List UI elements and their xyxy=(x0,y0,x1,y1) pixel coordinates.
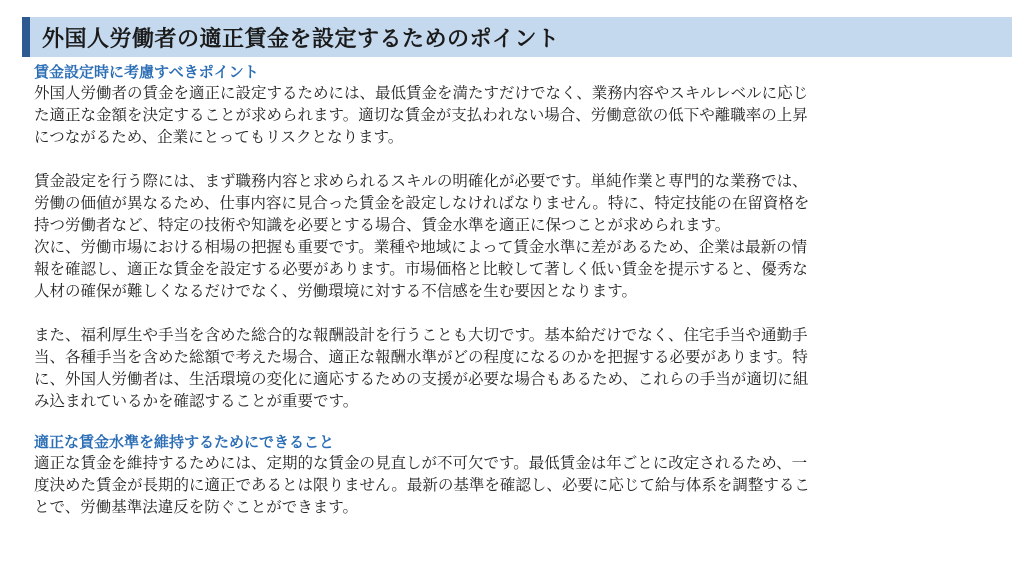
paragraph xyxy=(34,170,996,302)
title-bar xyxy=(22,17,1012,57)
text-line: とで、労働基準法違反を防ぐことができます。 xyxy=(34,498,358,516)
text-line: 賃金設定を行う際には、まず職務内容と求められるスキルの明確化が必要です。単純作業と専門的な業務では、 xyxy=(34,172,808,190)
text-line: 適正な賃金を維持するためには、定期的な賃金の見直しが不可欠です。最低賃金は年ごとに改定されるため、一 xyxy=(34,454,808,472)
text-line: また、福利厚生や手当を含めた総合的な報酬設計を行うことも大切です。基本給だけでなく、住宅手当や通勤手 xyxy=(34,326,808,344)
paragraph xyxy=(34,82,996,148)
text-line: た適正な金額を決定することが求められます。適切な賃金が支払われない場合、労働意欲の低下や離職率の上昇 xyxy=(34,106,808,124)
section-heading: 適正な賃金水準を維持するためにできること xyxy=(34,433,335,451)
page-title: 外国人労働者の適正賃金を設定するためのポイント xyxy=(42,26,560,52)
text-line: み込まれているかを確認することが重要です。 xyxy=(34,392,359,410)
section-heading: 賃金設定時に考慮すべきポイント xyxy=(34,63,259,81)
text-line: 持つ労働者など、特定の技術や知識を必要とする場合、賃金水準を適正に保つことが求められます。 xyxy=(34,216,731,234)
text-line: 次に、労働市場における相場の把握も重要です。業種や地域によって賃金水準に差があるため、企業は最新の情 xyxy=(34,238,808,256)
text-line: 報を確認し、適正な賃金を設定する必要があります。市場価格と比較して著しく低い賃金を提示すると、優秀な xyxy=(34,260,808,278)
text-line: に、外国人労働者は、生活環境の変化に適応するための支援が必要な場合もあるため、これらの手当が適切に組 xyxy=(34,370,809,388)
title-accent-bar xyxy=(22,17,30,57)
text-line: 当、各種手当を含めた総額で考えた場合、適正な報酬水準がどの程度になるのかを把握する必要があります。特 xyxy=(34,348,808,366)
text-line: につながるため、企業にとってもリスクとなります。 xyxy=(34,128,404,146)
paragraph xyxy=(34,324,996,412)
text-line: 外国人労働者の賃金を適正に設定するためには、最低賃金を満たすだけでなく、業務内容やスキルレベルに応じ xyxy=(34,84,809,102)
text-line: 労働の価値が異なるため、仕事内容に見合った賃金を設定しなければなりません。特に、特定技能の在留資格を xyxy=(34,194,810,212)
content-body xyxy=(34,62,996,518)
paragraph xyxy=(34,452,996,518)
text-line: 度決めた賃金が長期的に適正であるとは限りません。最新の基準を確認し、必要に応じて給与体系を調整するこ xyxy=(34,476,810,494)
text-line: 人材の確保が難しくなるだけでなく、労働環境に対する不信感を生む要因となります。 xyxy=(34,282,637,300)
